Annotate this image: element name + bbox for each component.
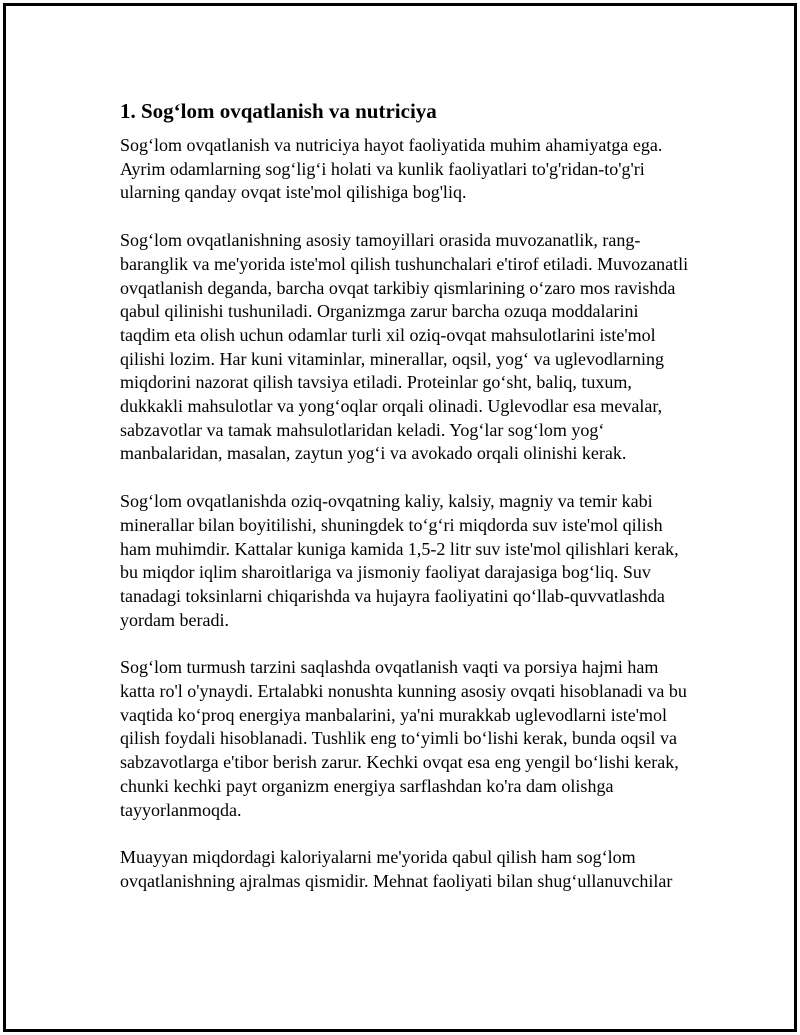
paragraph-2: Sog‘lom ovqatlanishning asosiy tamoyillari orasida muvozanatlik, rang-baranglik va me'yorida iste'mol qilish tushunchalari e'tirof etiladi. Muvozanatli ovqatlanish deganda, barcha ovqat tarkibiy qismlarining o‘zaro mos ravishda qabul qilinishi tushuniladi. Organizmga zarur barcha ozuqa moddalarini taqdim eta olish uchun odamlar turli xil oziq-ovqat mahsulotlarini iste'mol qilishi lozim. Har kuni vitaminlar, minerallar, oqsil, yog‘ va uglevodlarning miqdorini nazorat qilish tavsiya etiladi. Proteinlar go‘sht, baliq, tuxum, dukkakli mahsulotlar va yong‘oqlar orqali olinadi. Uglevodlar esa mevalar, sabzavotlar va tamak mahsulotlaridan keladi. Yog‘lar sog‘lom yog‘ manbalaridan, masalan, zaytun yog‘i va avokado orqali olinishi kerak. — [120, 230, 689, 464]
paragraph-3: Sog‘lom ovqatlanishda oziq-ovqatning kaliy, kalsiy, magniy va temir kabi minerallar bilan boyitilishi, shuningdek to‘g‘ri miqdorda suv iste'mol qilish ham muhimdir. Kattalar kuniga kamida 1,5-2 litr suv iste'mol qilishlari kerak, bu miqdor iqlim sharoitlariga va jismoniy faoliyat darajasiga bog‘liq. Suv tanadagi toksinlarni chiqarishda va hujayra faoliyatini qo‘llab-quvvatlashda yordam beradi. — [120, 491, 679, 630]
paragraph-5: Muayyan miqdordagi kaloriyalarni me'yorida qabul qilish ham sog‘lom ovqatlanishning ajralmas qismidir. Mehnat faoliyati bilan shug‘ullanuvchilar — [120, 847, 673, 891]
paragraph-1: Sog‘lom ovqatlanish va nutriciya hayot faoliyatida muhim ahamiyatga ega. Ayrim odamlarning sog‘lig‘i holati va kunlik faoliyatlari to'g'ridan-to'g'ri ularning qanday ovqat iste'mol qilishiga bog'liq. — [120, 135, 663, 203]
page-frame — [3, 3, 797, 1032]
paragraph-4: Sog‘lom turmush tarzini saqlashda ovqatlanish vaqti va porsiya hajmi ham katta ro'l o'ynaydi. Ertalabki nonushta kunning asosiy ovqati hisoblanadi va bu vaqtida ko‘proq energiya manbalarini, ya'ni murakkab uglevodlarni iste'mol qilish foydali hisoblanadi. Tushlik eng to‘yimli bo‘lishi kerak, bunda oqsil va sabzavotlarga e'tibor berish zarur. Kechki ovqat esa eng yengil bo‘lishi kerak, chunki kechki payt organizm energiya sarflashdan ko'ra dam olishga tayyorlanmoqda. — [120, 657, 687, 820]
section-heading: 1. Sog‘lom ovqatlanish va nutriciya — [120, 99, 437, 123]
document-body — [120, 98, 690, 918]
